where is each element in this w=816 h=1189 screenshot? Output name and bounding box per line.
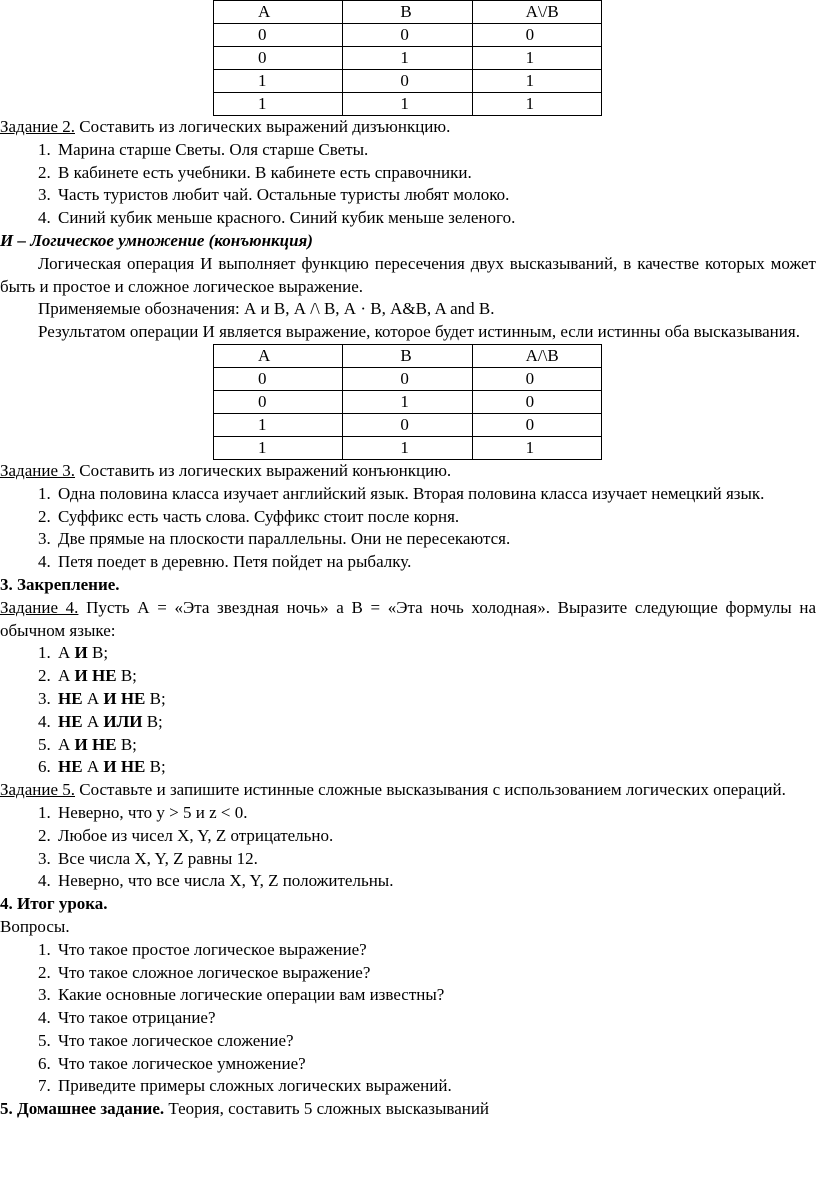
- table-row: [214, 47, 602, 70]
- operator-text: И: [74, 643, 88, 663]
- header-cell: A: [214, 344, 343, 367]
- conjunction-result: Результатом операции И является выражение, которое будет истинным, если истинны оба высказывания.: [38, 322, 800, 342]
- table-header-row: [214, 344, 602, 367]
- list-item: 2. В кабинете есть учебники. В кабинете есть справочники.: [55, 162, 816, 185]
- list-item: 1. Марина старше Светы. Оля старше Светы.: [55, 139, 816, 162]
- task5-list: [0, 802, 816, 893]
- table-row: [214, 390, 602, 413]
- formula-item: [55, 734, 816, 757]
- task2-heading: [0, 116, 816, 139]
- formula-item: [55, 688, 816, 711]
- header-cell: A: [214, 1, 343, 24]
- truth-table-or: [213, 0, 602, 116]
- conjunction-notation: Применяемые обозначения: А и В, А /\ В, А · В, А&B, A and B.: [38, 299, 495, 319]
- list-item: 4. Петя поедет в деревню. Петя пойдет на рыбалку.: [55, 551, 816, 574]
- operator-text: И НЕ: [103, 688, 146, 708]
- task3-heading: [0, 460, 816, 483]
- section-heading: 3. Закрепление.: [0, 574, 120, 594]
- task-title: Задание 4.: [0, 597, 79, 617]
- conjunction-paragraph: Логическая операция И выполняет функцию пересечения двух высказываний, в качестве которых может быть и простое и сложное логическое выражение.: [0, 253, 816, 296]
- table-row: [214, 24, 602, 47]
- task4-list: [0, 642, 816, 779]
- formula-item: [55, 642, 816, 665]
- operator-text: НЕ: [58, 688, 83, 708]
- task2-list: [0, 139, 816, 230]
- header-cell: A/\B: [472, 344, 601, 367]
- list-item: 3. Все числа X, Y, Z равны 12.: [55, 848, 816, 871]
- table-row: [214, 413, 602, 436]
- task-text: Пусть А = «Эта звездная ночь» а В = «Эта ночь холодная». Выразите следующие формулы на обычном языке:: [0, 597, 816, 640]
- table-cell: 0: [214, 24, 343, 47]
- formula-text: В;: [116, 666, 137, 686]
- table-cell: 0: [472, 390, 601, 413]
- table-row: [214, 436, 602, 459]
- operator-text: И НЕ: [103, 757, 146, 777]
- table-cell: 0: [472, 24, 601, 47]
- section-heading: 4. Итог урока.: [0, 894, 108, 914]
- task-text: Составить из логических выражений конъюнкцию.: [75, 460, 452, 480]
- table-cell: 1: [214, 436, 343, 459]
- list-item: 2. Что такое сложное логическое выражение?: [55, 962, 816, 985]
- list-item: 2. Любое из чисел X, Y, Z отрицательно.: [55, 825, 816, 848]
- table-cell: 1: [472, 47, 601, 70]
- task-text: Составить из логических выражений дизъюнкцию.: [75, 117, 451, 136]
- operator-text: И НЕ: [74, 666, 117, 686]
- list-item: 4. Синий кубик меньше красного. Синий кубик меньше зеленого.: [55, 207, 816, 230]
- table-cell: 1: [343, 93, 472, 116]
- table-cell: 1: [214, 70, 343, 93]
- list-item: 1. Что такое простое логическое выражение?: [55, 939, 816, 962]
- table-cell: 0: [343, 413, 472, 436]
- formula-text: А: [82, 688, 104, 708]
- operator-text: И НЕ: [74, 734, 117, 754]
- table-cell: 1: [214, 93, 343, 116]
- task-title: Задание 3.: [0, 460, 75, 480]
- table-cell: 1: [343, 47, 472, 70]
- formula-item: [55, 665, 816, 688]
- table-cell: 0: [472, 367, 601, 390]
- table-cell: 1: [214, 413, 343, 436]
- list-item: 6. Что такое логическое умножение?: [55, 1053, 816, 1076]
- formula-text: А: [82, 757, 104, 777]
- table-cell: 1: [472, 93, 601, 116]
- table-row: [214, 93, 602, 116]
- list-item: 7. Приведите примеры сложных логических выражений.: [55, 1075, 816, 1098]
- questions-label: Вопросы.: [0, 916, 70, 936]
- list-item: 3. Какие основные логические операции вам известны?: [55, 984, 816, 1007]
- task4-heading: [0, 597, 816, 643]
- table-row: [214, 367, 602, 390]
- table-cell: 0: [343, 70, 472, 93]
- task-title: Задание 5.: [0, 780, 75, 800]
- table-cell: 1: [472, 436, 601, 459]
- formula-text: В;: [145, 757, 166, 777]
- formula-text: А: [82, 711, 104, 731]
- operator-text: НЕ: [58, 711, 83, 731]
- list-item: 3. Часть туристов любит чай. Остальные туристы любят молоко.: [55, 184, 816, 207]
- task-text: Составьте и запишите истинные сложные высказывания с использованием логических операций.: [75, 780, 786, 800]
- list-item: 3. Две прямые на плоскости параллельны. Они не пересекаются.: [55, 528, 816, 551]
- formula-text: В;: [145, 688, 166, 708]
- formula-item: [55, 711, 816, 734]
- homework-label: 5. Домашнее задание.: [0, 1099, 165, 1119]
- operator-text: ИЛИ: [103, 711, 143, 731]
- list-item: 2. Суффикс есть часть слова. Суффикс стоит после корня.: [55, 506, 816, 529]
- header-cell: B: [343, 1, 472, 24]
- table-cell: 0: [472, 413, 601, 436]
- header-cell: A\/B: [472, 1, 601, 24]
- formula-text: В;: [142, 711, 163, 731]
- list-item: 1. Одна половина класса изучает английский язык. Вторая половина класса изучает немецкий язык.: [55, 483, 816, 506]
- table-cell: 1: [472, 70, 601, 93]
- table-cell: 0: [343, 24, 472, 47]
- table-cell: 0: [214, 390, 343, 413]
- table-cell: 1: [343, 436, 472, 459]
- formula-text: А: [58, 643, 75, 663]
- homework: [0, 1098, 816, 1121]
- task-title: Задание 2.: [0, 117, 75, 136]
- formula-text: В;: [116, 734, 137, 754]
- task3-list: [0, 483, 816, 574]
- homework-text: Теория, составить 5 сложных высказываний: [164, 1099, 490, 1119]
- table-cell: 0: [214, 367, 343, 390]
- table-cell: 0: [214, 47, 343, 70]
- truth-table-and: [213, 344, 602, 460]
- list-item: 4. Что такое отрицание?: [55, 1007, 816, 1030]
- task5-heading: [0, 779, 816, 802]
- conjunction-heading: И – Логическое умножение (конъюнкция): [0, 230, 313, 250]
- operator-text: НЕ: [58, 757, 83, 777]
- list-item: 5. Что такое логическое сложение?: [55, 1030, 816, 1053]
- table-row: [214, 70, 602, 93]
- formula-item: [55, 756, 816, 779]
- table-header-row: [214, 1, 602, 24]
- list-item: 4. Неверно, что все числа X, Y, Z положительны.: [55, 870, 816, 893]
- formula-text: В;: [87, 643, 109, 663]
- table-cell: 0: [343, 367, 472, 390]
- questions-list: [0, 939, 816, 1099]
- formula-text: А: [58, 666, 75, 686]
- table-cell: 1: [343, 390, 472, 413]
- list-item: 1. Неверно, что y > 5 и z < 0.: [55, 802, 816, 825]
- formula-text: А: [58, 734, 75, 754]
- header-cell: B: [343, 344, 472, 367]
